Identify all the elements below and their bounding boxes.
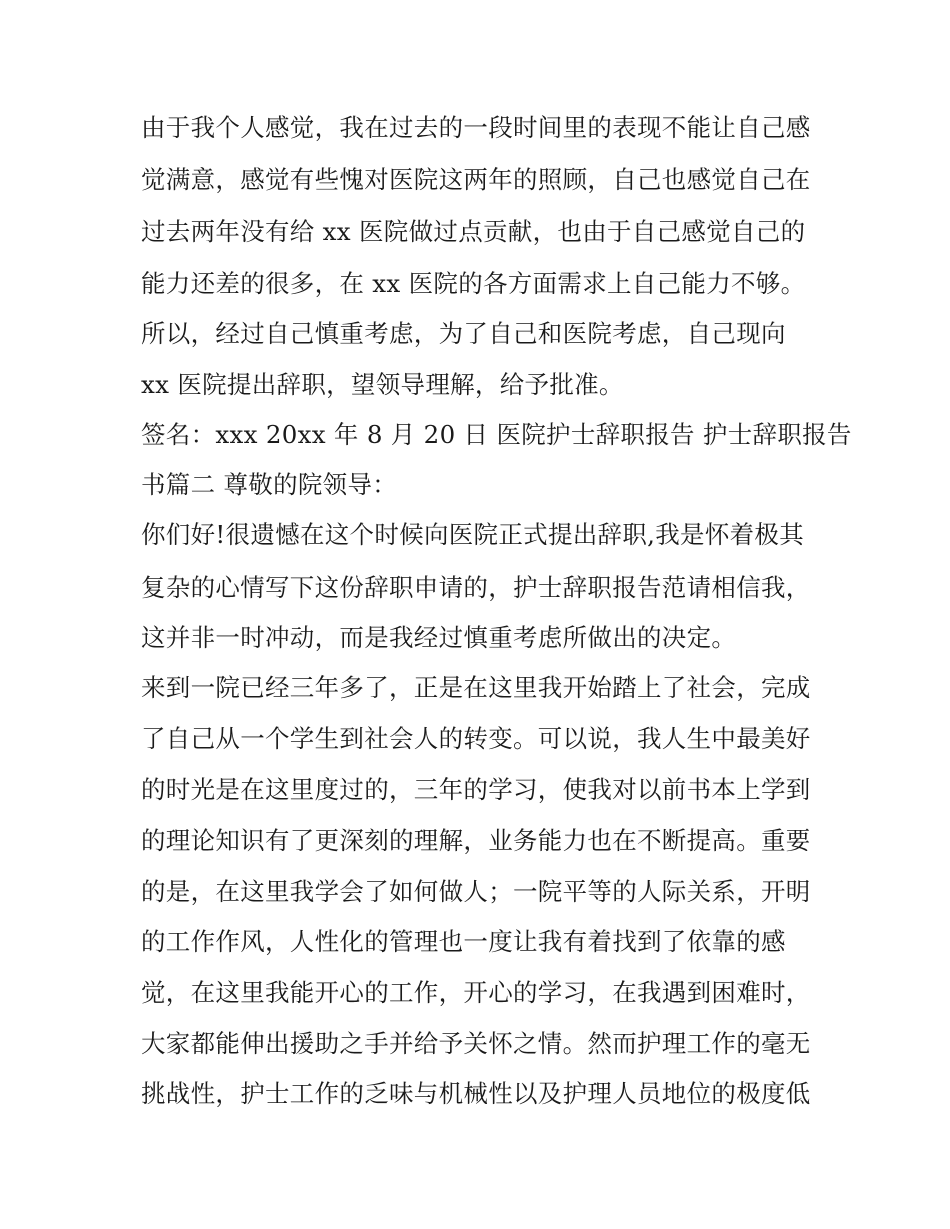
text-line: 的工作作风，人性化的管理也一度让我有着找到了依靠的感 [141, 927, 786, 956]
text-line: 所以，经过自己慎重考虑，为了自己和医院考虑，自己现向 [141, 319, 786, 348]
signature-line: 签名：xxx 20xx 年 8 月 20 日 医院护士辞职报告 护士辞职报告 [141, 420, 852, 449]
text-line: 由于我个人感觉，我在过去的一段时间里的表现不能让自己感 [141, 113, 811, 142]
text-line: 觉，在这里我能开心的工作，开心的学习，在我遇到困难时， [141, 978, 811, 1007]
text-line: 这并非一时冲动，而是我经过慎重考虑所做出的决定。 [141, 623, 737, 652]
text-line: 大家都能伸出援助之手并给予关怀之情。然而护理工作的毫无 [141, 1029, 811, 1058]
text-line: 来到一院已经三年多了，正是在这里我开始踏上了社会，完成 [141, 673, 811, 702]
text-line: 你们好!很遗憾在这个时候向医院正式提出辞职,我是怀着极其 [141, 520, 805, 549]
text-line: 书篇二 尊敬的院领导： [141, 470, 398, 499]
text-line: 复杂的心情写下这份辞职申请的，护士辞职报告范请相信我， [141, 573, 811, 602]
text-line: 的理论知识有了更深刻的理解，业务能力也在不断提高。重要 [141, 826, 811, 855]
text-line: 觉满意，感觉有些愧对医院这两年的照顾，自己也感觉自己在 [141, 165, 811, 194]
text-line: 了自己从一个学生到社会人的转变。可以说，我人生中最美好 [141, 724, 811, 753]
text-line: 能力还差的很多，在 xx 医院的各方面需求上自己能力不够。 [141, 269, 806, 298]
text-line: 挑战性，护士工作的乏味与机械性以及护理人员地位的极度低 [141, 1079, 811, 1108]
text-line: 的时光是在这里度过的，三年的学习，使我对以前书本上学到 [141, 775, 811, 804]
text-line: 的是，在这里我学会了如何做人；一院平等的人际关系，开明 [141, 877, 811, 906]
text-line: xx 医院提出辞职，望领导理解，给予批准。 [141, 370, 624, 399]
text-line: 过去两年没有给 xx 医院做过点贡献，也由于自己感觉自己的 [141, 217, 806, 246]
